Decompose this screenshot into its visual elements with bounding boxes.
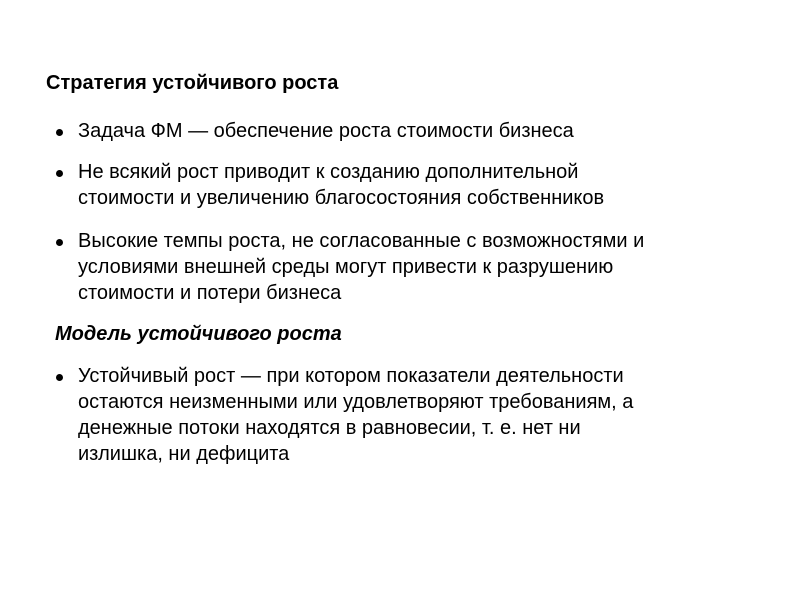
- list-item-text: Высокие темпы роста, не согласованные с возможностями и условиями внешней среды могут привести к разрушению стоимости и потери бизнеса: [78, 230, 645, 304]
- bullet-dot-icon: [56, 239, 63, 246]
- list-item-text: Не всякий рост приводит к созданию дополнительной стоимости и увеличению благосостояния собственников: [78, 161, 605, 209]
- list-item-text: Устойчивый рост — при котором показатели деятельности остаются неизменными или удовлетворяют требованиям, а денежные потоки находятся в равновесии, т. е. нет ни излишка, ни дефицита: [78, 365, 634, 465]
- list-item-text: Задача ФМ — обеспечение роста стоимости бизнеса: [78, 120, 574, 142]
- section-title-model: Модель устойчивого роста: [55, 323, 342, 345]
- bullet-dot-icon: [56, 374, 63, 381]
- section-title-strategy: Стратегия устойчивого роста: [46, 72, 339, 94]
- bullet-dot-icon: [56, 170, 63, 177]
- bullet-dot-icon: [56, 129, 63, 136]
